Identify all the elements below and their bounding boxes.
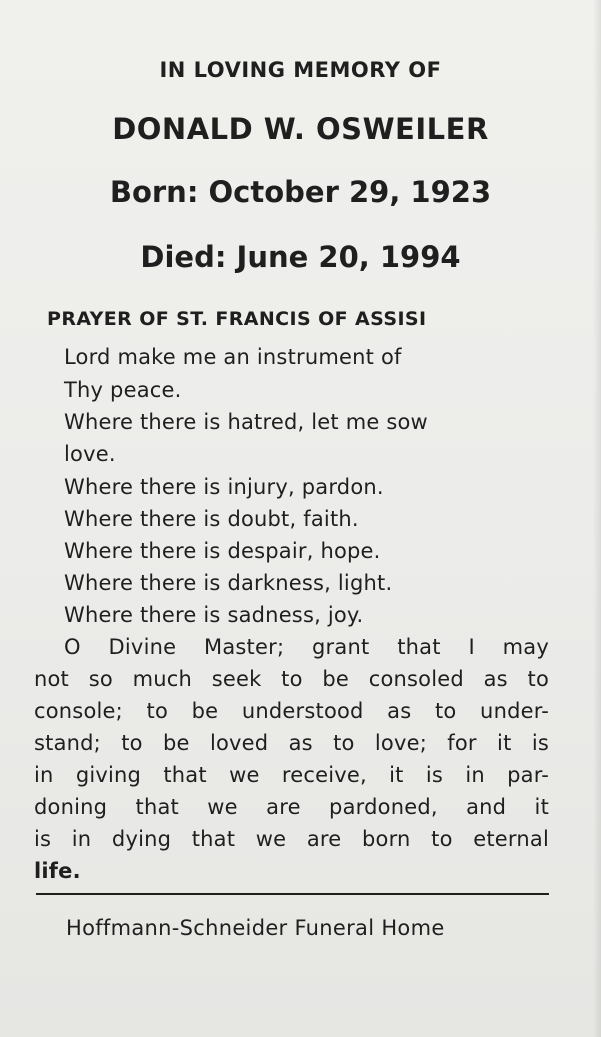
prayer-line: Where there is despair, hope. xyxy=(64,539,381,563)
prayer-line: in giving that we receive, it is in par- xyxy=(34,763,549,787)
prayer-line: doning that we are pardoned, and it xyxy=(34,795,549,819)
prayer-line: Lord make me an instrument of xyxy=(64,345,402,369)
prayer-line: O Divine Master; grant that I may xyxy=(64,635,549,659)
prayer-line: not so much seek to be consoled as to xyxy=(34,667,549,691)
prayer-line: stand; to be loved as to love; for it is xyxy=(34,731,549,755)
prayer-line: is in dying that we are born to eternal xyxy=(34,827,549,851)
prayer-title: PRAYER OF ST. FRANCIS OF ASSISI xyxy=(47,308,427,330)
divider-rule xyxy=(36,893,549,895)
prayer-line: Where there is doubt, faith. xyxy=(64,507,359,531)
card-edge-shadow xyxy=(593,0,601,1037)
deceased-name: DONALD W. OSWEILER xyxy=(112,112,489,146)
memory-heading: IN LOVING MEMORY OF xyxy=(159,58,442,82)
prayer-line: console; to be understood as to under- xyxy=(34,699,549,723)
funeral-home-name: Hoffmann-Schneider Funeral Home xyxy=(66,916,445,940)
prayer-line: Where there is injury, pardon. xyxy=(64,475,384,499)
birth-date: Born: October 29, 1923 xyxy=(109,175,492,209)
prayer-line: Where there is sadness, joy. xyxy=(64,603,364,627)
death-date: Died: June 20, 1994 xyxy=(140,240,461,274)
prayer-line: Where there is hatred, let me sow xyxy=(64,410,428,434)
prayer-line: Where there is darkness, light. xyxy=(64,571,393,595)
prayer-line: life. xyxy=(34,859,81,883)
prayer-line: Thy peace. xyxy=(64,378,182,402)
prayer-line: love. xyxy=(64,442,116,466)
